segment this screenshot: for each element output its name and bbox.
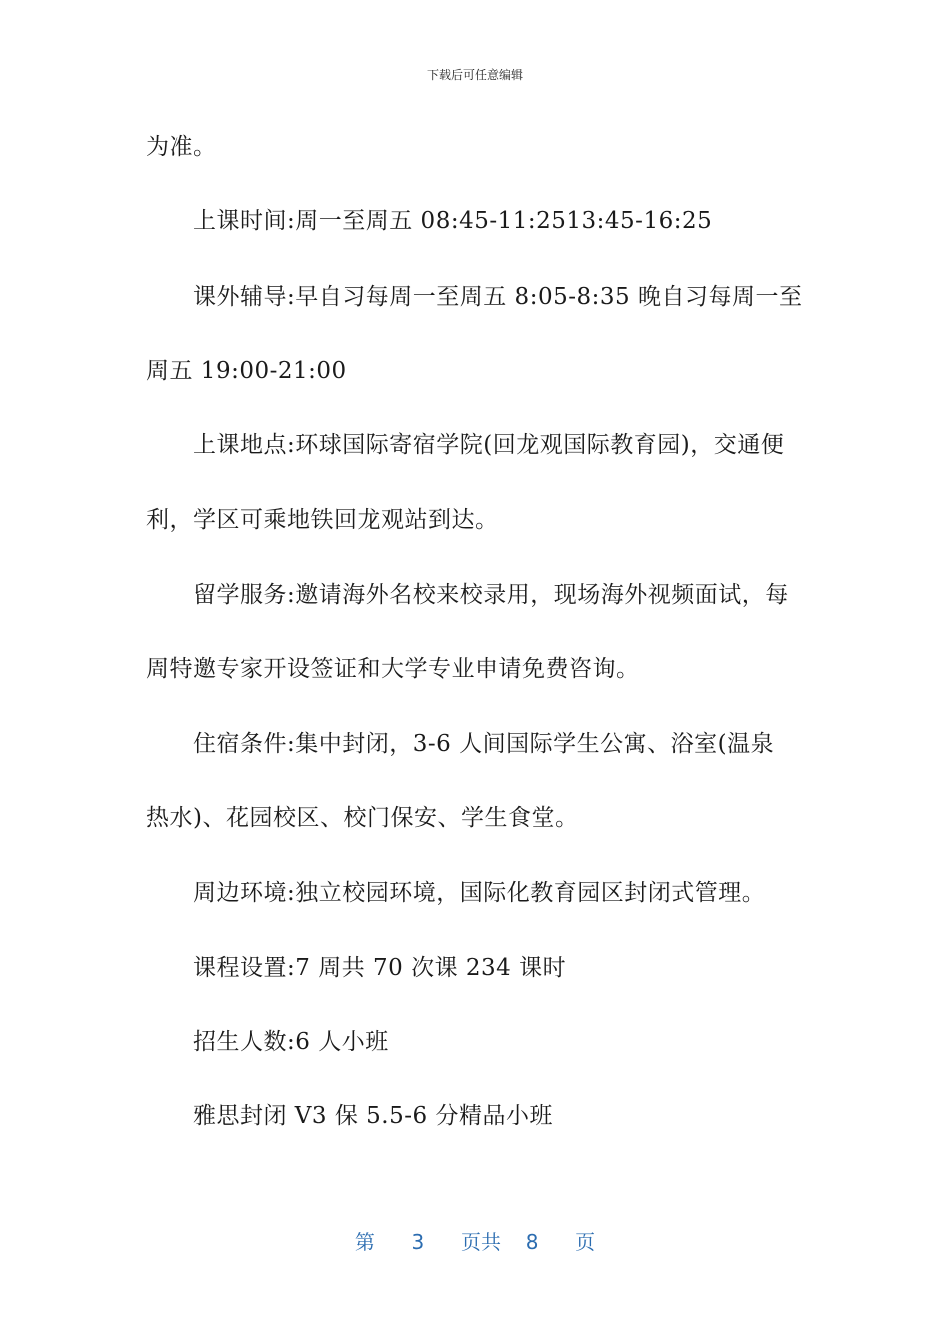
body-line-tutoring-cont: 周五 19:00-21:00 [146,358,347,384]
footer-total-pages: 8 [525,1230,539,1254]
footer-page-suffix: 页 [575,1230,596,1254]
body-line-enrollment: 招生人数:6 人小班 [193,1029,389,1055]
body-line-curriculum: 课程设置:7 周共 70 次课 234 课时 [193,955,567,981]
footer-page-number: 3 [411,1230,425,1254]
body-line-study-abroad-cont: 周特邀专家开设签证和大学专业申请免费咨询。 [146,656,640,682]
body-line-accommodation-cont: 热水)、花园校区、校门保安、学生食堂。 [146,805,579,831]
body-line-accommodation: 住宿条件:集中封闭，3-6 人间国际学生公寓、浴室(温泉 [193,731,775,757]
body-line-class-time: 上课时间:周一至周五 08:45-11:2513:45-16:25 [193,208,713,234]
footer-page-prefix: 第 [354,1230,375,1254]
body-line-course-title: 雅思封闭 V3 保 5.5-6 分精品小班 [193,1103,553,1129]
body-line-location-cont: 利，学区可乘地铁回龙观站到达。 [146,507,499,533]
page-footer [0,1226,950,1255]
body-line-continuation: 为准。 [146,134,217,160]
body-line-study-abroad: 留学服务:邀请海外名校来校录用，现场海外视频面试，每 [193,582,789,608]
body-line-environment: 周边环境:独立校园环境，国际化教育园区封闭式管理。 [193,880,766,906]
footer-page-middle: 页共 [461,1230,501,1254]
body-line-location: 上课地点:环球国际寄宿学院(回龙观国际教育园)，交通便 [193,432,785,458]
body-line-tutoring: 课外辅导:早自习每周一至周五 8:05-8:35 晚自习每周一至 [193,284,803,310]
header-note: 下载后可任意编辑 [426,68,523,82]
